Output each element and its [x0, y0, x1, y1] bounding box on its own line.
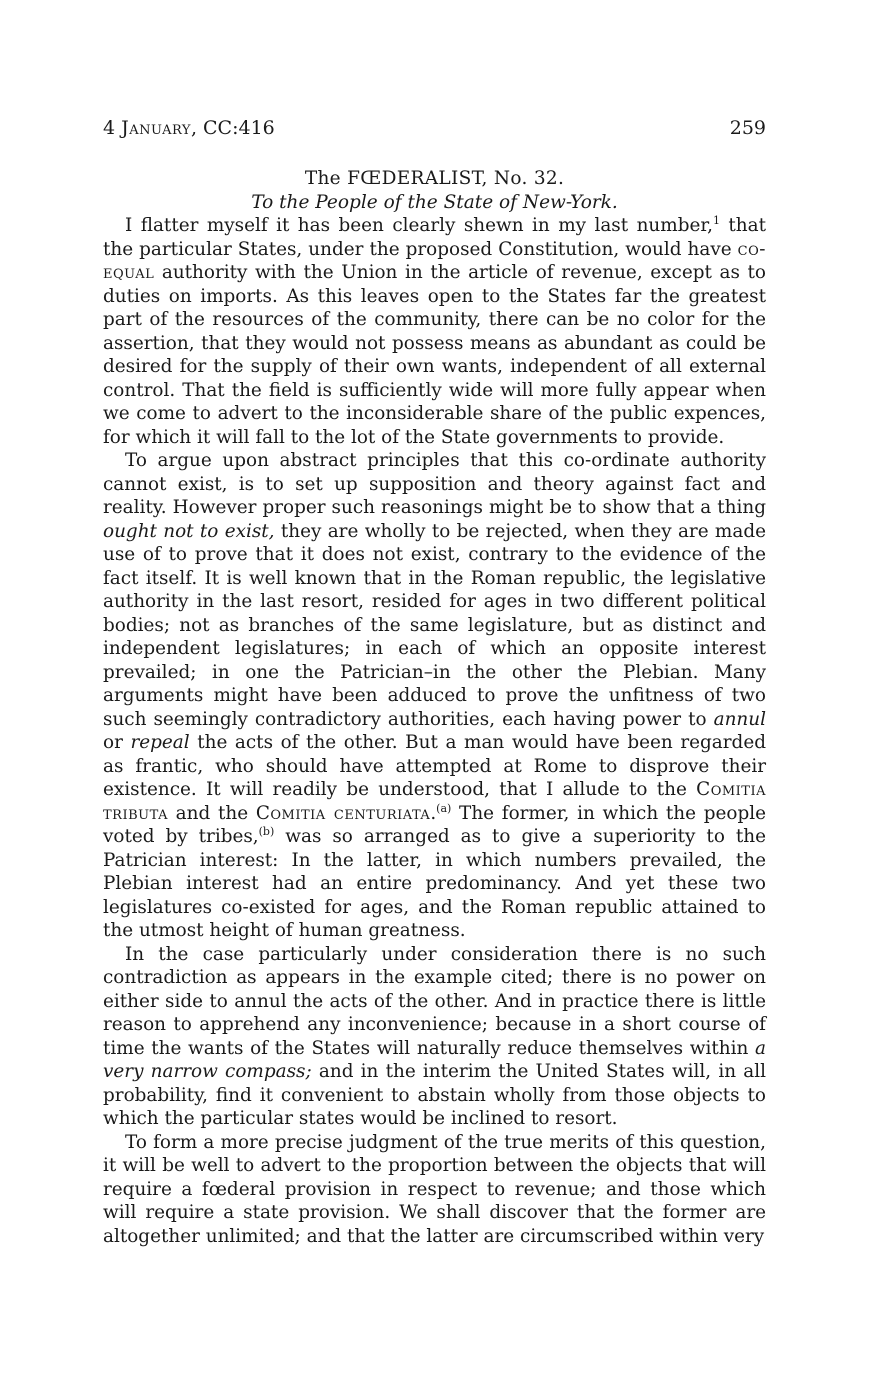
p2-text-b: they are wholly to be rejected, when they are made use of to prove that it does not exist, contrary to the evidence of the fact itself. It is well known that in the Roman republic, the legislative authority in the last resort, resided for ages in two different political bodies; not as branches of the same legislature, but as distinct and independent legislatures; in each of which an opposite interest prevailed; in one the Patrician–in the other the Plebian. Many arguments might have been adduced to prove the unfitness of two such seemingly contradictory authorities, each having power to: [103, 520, 766, 730]
p2-italic-ought-not: ought not to exist,: [103, 520, 275, 542]
p2-italic-repeal: repeal: [130, 732, 190, 753]
paragraph-1: [103, 214, 766, 449]
p2-text-d: the acts of the other. But a man would have been regarded as frantic, who should have attempted at Rome to disprove their existence. It will readily be understood, that I allude to the: [103, 732, 766, 800]
p4-text-a: To form a more precise judgment of the true merits of this question, it will be well to advert to the proportion between the objects that will require a fœderal provision in respect to revenue; and those which will require a state provision. We shall discover that the former are altogether unlimited; and that the latter are circumscribed within very: [103, 1131, 766, 1247]
p2-text-g: The former, in which the people voted by tribes,: [103, 802, 766, 847]
footnote-marker-a: (a): [436, 801, 452, 815]
p3-text-a: In the case particularly under consideration there is no such contradiction as appears in the example cited; there is no power on either side to annul the acts of the other. And in practice there is little reason to apprehend any inconvenience; because in a short course of time the wants of the States will naturally reduce themselves within: [103, 943, 766, 1059]
document-title: The FŒDERALIST, No. 32.: [304, 168, 565, 189]
p2-smallcaps-comitia-tributa: Comitia tributa: [103, 779, 766, 824]
running-head-month: January: [121, 117, 191, 139]
running-head-left: [103, 116, 275, 140]
footnote-marker-1: 1: [712, 214, 720, 227]
page-number: 259: [729, 117, 766, 139]
document-subtitle: To the People of the State of New-York.: [251, 192, 618, 213]
p2-smallcaps-comitia-centuriata: Comitia centuriata: [255, 802, 431, 824]
running-head: [103, 116, 766, 140]
paragraph-4: [103, 1131, 766, 1249]
p1-text-a: I flatter myself it has been clearly shewn in my last number,: [125, 215, 713, 236]
p1-smallcaps-co-equal: co-equal: [103, 238, 766, 283]
p1-text-c: authority with the Union in the article of revenue, except as to duties on imports. As this leaves open to the States far the greatest part of the resources of the community, there can be no color for the assertion, that they would not possess means as abundant as could be desired for the supply of their own wants, independent of all external control. That the field is sufficiently wide will more fully appear when we come to advert to the inconsiderable share of the public expences, for which it will fall to the lot of the State governments to provide.: [103, 262, 766, 448]
paragraph-2: [103, 449, 766, 943]
p2-text-h: was so arranged as to give a superiority to the Patrician interest: In the latter, in which numbers prevailed, the Plebian interest had an entire predominancy. And yet these two legislatures co-existed for ages, and the Roman republic attained to the utmost height of human greatness.: [103, 826, 766, 941]
p3-text-b: and in the interim the United States will, in all probability, find it convenient to abstain wholly from those objects to which the particular states would be inclined to resort.: [103, 1061, 766, 1129]
running-head-number: 4: [103, 117, 116, 139]
p2-text-a: To argue upon abstract principles that this co-ordinate authority cannot exist, is to set up supposition and theory against fact and reality. However proper such reasonings might be to show that a thing: [103, 450, 766, 518]
p2-text-e: and the: [167, 802, 256, 824]
document-body: [103, 214, 766, 1248]
paragraph-3: [103, 943, 766, 1131]
p2-text-f: .: [430, 802, 437, 824]
p1-text-b: that the particular States, under the proposed Constitution, would have: [103, 215, 767, 260]
p2-italic-annul: annul: [713, 708, 766, 730]
p2-text-c: or: [103, 732, 131, 753]
p3-italic-narrow-compass: a very narrow compass;: [103, 1037, 766, 1082]
footnote-marker-b: (b): [258, 825, 275, 838]
running-head-doc-ref: , CC:416: [190, 117, 275, 139]
